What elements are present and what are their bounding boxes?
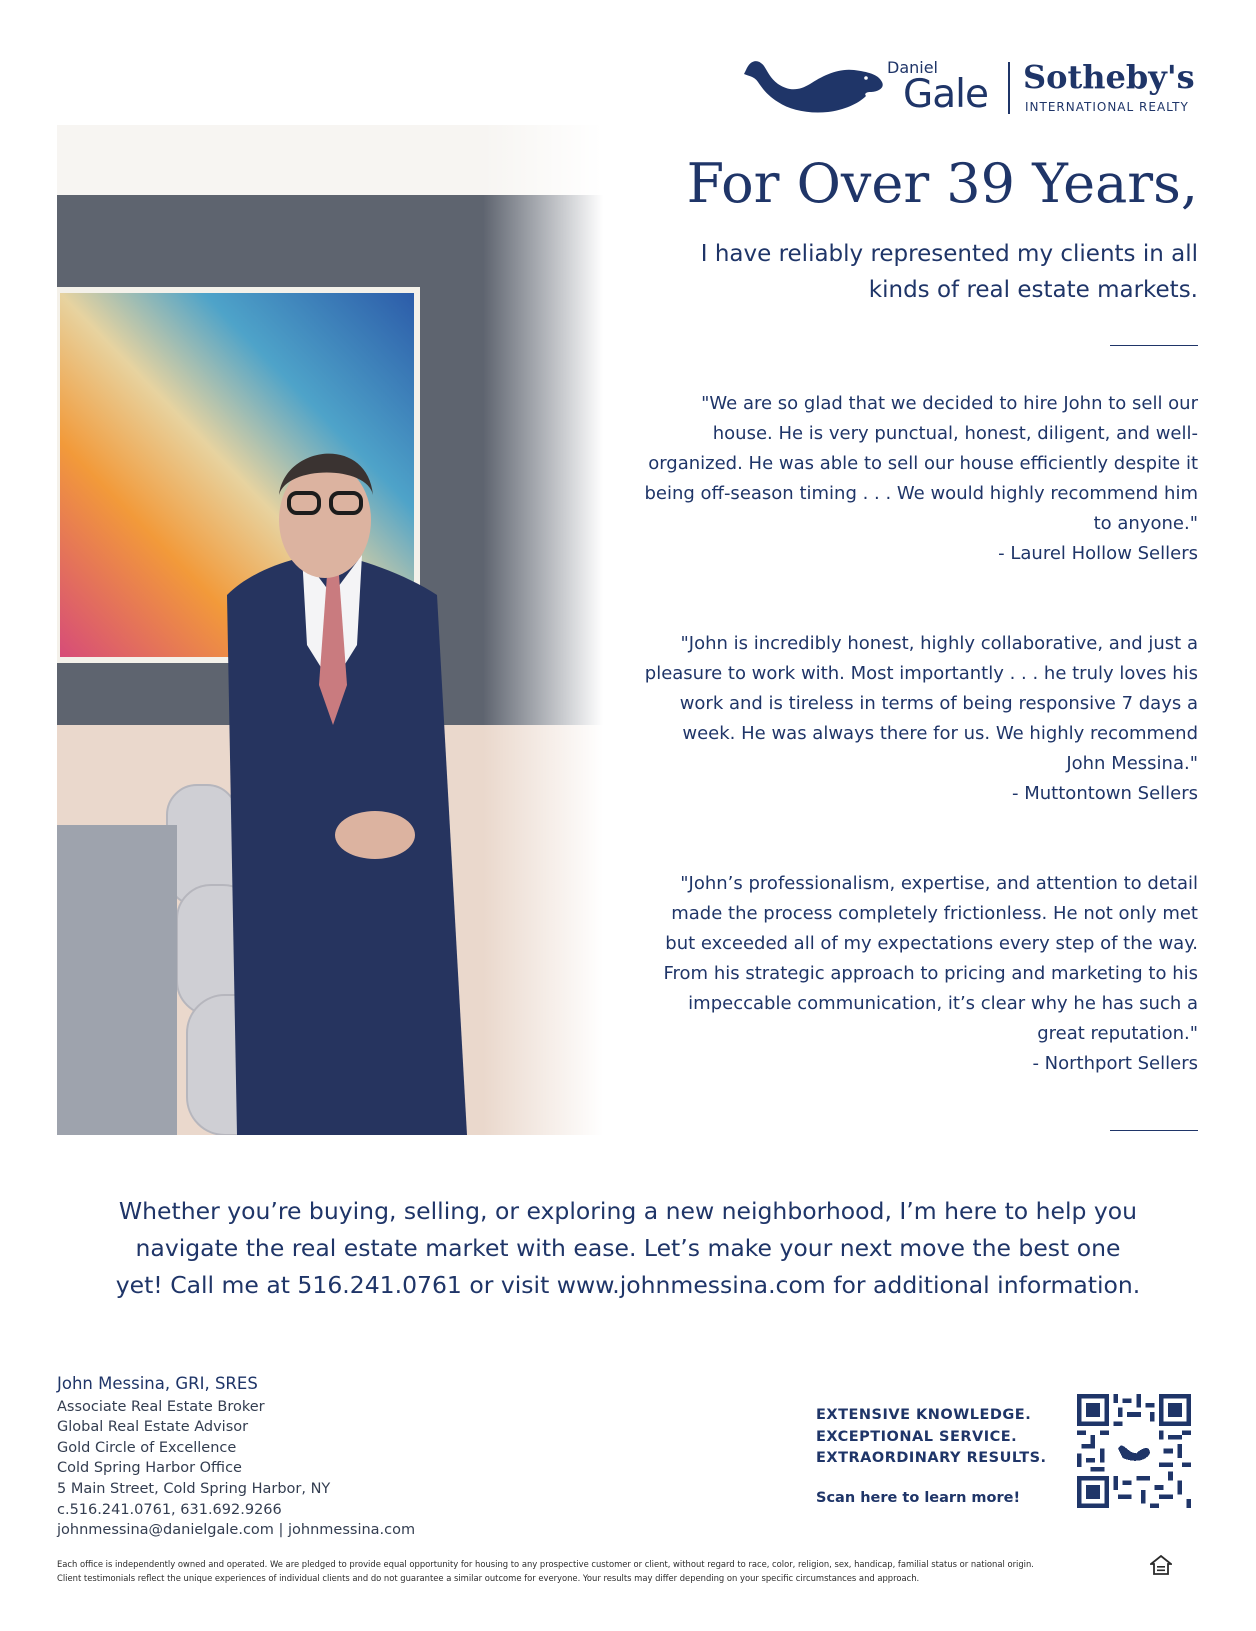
agent-phone: c.516.241.0761, 631.692.9266 xyxy=(57,1501,282,1518)
whale-icon xyxy=(740,56,890,116)
disclaimer-line: Client testimonials reflect the unique experiences of individual clients and do not guarantee a similar outcome for everyone. Your results may differ depending on your specific circumstances and approach. xyxy=(57,1573,920,1583)
logo-gale: Gale xyxy=(903,72,988,117)
testimonial-attribution: - Laurel Hollow Sellers xyxy=(998,543,1198,564)
testimonial-attribution: - Muttontown Sellers xyxy=(1012,783,1198,804)
agent-address: 5 Main Street, Cold Spring Harbor, NY xyxy=(57,1480,331,1497)
tagline-line: EXCEPTIONAL SERVICE. xyxy=(816,1428,1018,1445)
testimonial-text: "John is incredibly honest, highly collaborative, and just a pleasure to work with. Most importantly . . . he truly loves his work and is tireless in terms of being responsive 7 days a week. He was always there for us. We highly recommend John Messina." xyxy=(644,633,1198,774)
agent-photo xyxy=(57,125,603,1135)
disclaimer-line: Each office is independently owned and operated. We are pledged to provide equal opportunity for housing to any prospective customer or client, without regard to race, color, religion, sex, handicap, familial status or national origin. xyxy=(57,1559,1034,1569)
agent-title: Associate Real Estate Broker xyxy=(57,1398,265,1415)
brand-logo xyxy=(740,52,1200,122)
disclaimer xyxy=(57,1557,1142,1585)
agent-office: Cold Spring Harbor Office xyxy=(57,1460,242,1477)
call-to-action: Whether you’re buying, selling, or exploring a new neighborhood, I’m here to help you navigate the real estate market with ease. Let’s make your next move the best one yet! Call me at 516.241.0761 or visit www.johnmessina.com for additional information. xyxy=(115,1197,1141,1299)
agent-award: Gold Circle of Excellence xyxy=(57,1439,237,1456)
testimonial xyxy=(638,389,1198,569)
testimonial-text: "John’s professionalism, expertise, and attention to detail made the process completely frictionless. He not only met but exceeded all of my expectations every step of the way. From his strategic approach to pricing and marketing to his impeccable communication, it’s clear why he has such a great reputation." xyxy=(663,873,1198,1044)
agent-name: John Messina, GRI, SRES xyxy=(57,1374,258,1393)
equal-housing-icon xyxy=(1150,1555,1172,1575)
headline: For Over 39 Years, xyxy=(686,152,1198,215)
testimonial-attribution: - Northport Sellers xyxy=(1032,1053,1198,1074)
testimonial-text: "We are so glad that we decided to hire John to sell our house. He is very punctual, honest, diligent, and well-organized. He was able to sell our house efficiently despite it being off-season timing . . . We would highly recommend him to anyone." xyxy=(644,393,1198,534)
subhead: I have reliably represented my clients in all kinds of real estate markets. xyxy=(700,241,1198,303)
agent-info xyxy=(57,1374,477,1541)
tagline-line: EXTENSIVE KNOWLEDGE. xyxy=(816,1407,1032,1423)
logo-daniel: Daniel xyxy=(887,58,938,77)
logo-international-realty: INTERNATIONAL REALTY xyxy=(1025,100,1189,114)
divider-bottom xyxy=(1110,1130,1198,1131)
testimonial xyxy=(638,869,1198,1079)
tagline-line: EXTRAORDINARY RESULTS. xyxy=(816,1450,1047,1466)
tagline xyxy=(816,1405,1047,1470)
qr-code-icon[interactable] xyxy=(1077,1394,1191,1508)
divider-top xyxy=(1110,345,1198,346)
scan-prompt: Scan here to learn more! xyxy=(816,1490,1021,1506)
logo-sothebys: Sotheby's xyxy=(1023,58,1195,96)
logo-divider xyxy=(1008,62,1010,114)
agent-email-website: johnmessina@danielgale.com | johnmessina.com xyxy=(57,1522,416,1539)
agent-role: Global Real Estate Advisor xyxy=(57,1419,249,1436)
testimonial xyxy=(638,629,1198,809)
